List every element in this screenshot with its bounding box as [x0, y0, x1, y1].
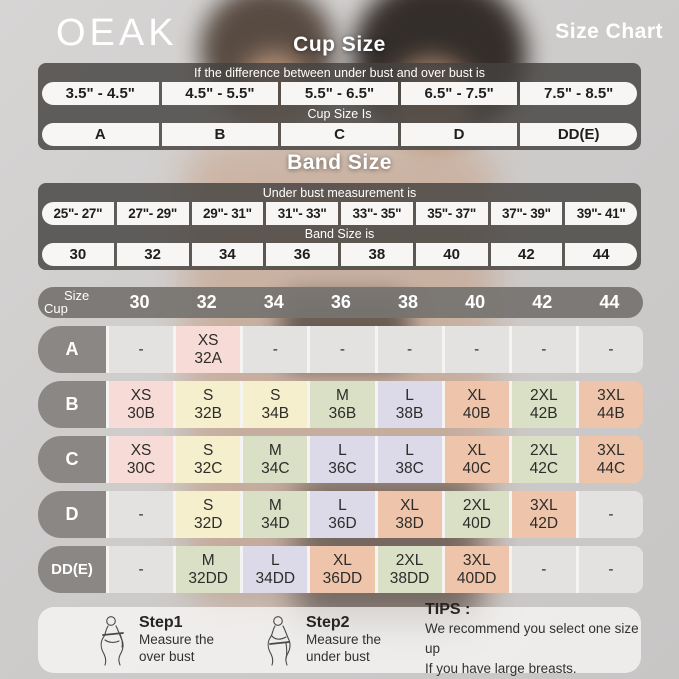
size-cell-code: 36DD: [322, 569, 363, 587]
cup-range-row: [42, 82, 637, 105]
size-cell-code: 30B: [127, 404, 155, 422]
band-size-title: Band Size: [287, 151, 392, 174]
matrix-row-header: A: [38, 326, 106, 373]
size-cell-code: 34DD: [255, 569, 296, 587]
size-cell-label: XL: [467, 442, 487, 460]
size-cell: [243, 436, 307, 483]
size-cell: [176, 546, 240, 593]
size-cell-code: 32C: [193, 459, 223, 477]
size-matrix: [38, 326, 643, 601]
matrix-row: [38, 381, 643, 428]
size-cell-label: XS: [130, 442, 152, 460]
size-cell-code: 34C: [261, 459, 290, 477]
matrix-row-cells: [106, 546, 643, 593]
size-cell: [310, 491, 374, 538]
size-cell: [378, 491, 442, 538]
size-cell: [579, 326, 643, 373]
size-cell-label: 3XL: [462, 552, 491, 570]
cup-range-cell: 7.5" - 8.5": [520, 82, 637, 105]
size-cell-code: 42B: [530, 404, 558, 422]
matrix-row: [38, 491, 643, 538]
matrix-row: [38, 436, 643, 483]
band-range-cell: 27"- 29": [117, 202, 189, 225]
size-cell-label: XL: [467, 387, 487, 405]
matrix-row-header: DD(E): [38, 546, 106, 593]
size-cell-code: 44C: [596, 459, 626, 477]
size-cell-label: -: [138, 340, 144, 358]
size-cell: [310, 436, 374, 483]
band-range-cell: 37"- 39": [491, 202, 563, 225]
size-cell: [445, 491, 509, 538]
size-cell: [310, 326, 374, 373]
band-range-cell: 33"- 35": [341, 202, 413, 225]
size-cell-label: M: [335, 387, 349, 405]
step1-text: [139, 614, 214, 666]
size-cell-code: 36C: [328, 459, 357, 477]
step2-group: [260, 607, 381, 673]
size-cell: [579, 436, 643, 483]
size-cell: [512, 491, 576, 538]
size-cell: [243, 491, 307, 538]
size-cell-code: 36D: [328, 514, 357, 532]
size-cell-label: M: [268, 442, 282, 460]
matrix-row: [38, 326, 643, 373]
size-cell-code: 34D: [261, 514, 290, 532]
size-cell: [243, 326, 307, 373]
step2-line2: under bust: [306, 649, 370, 664]
size-cell-code: 32DD: [188, 569, 228, 587]
size-cell-label: L: [338, 442, 347, 460]
matrix-row-cells: [106, 326, 643, 373]
size-cell: [109, 326, 173, 373]
size-cell-code: 32D: [193, 514, 223, 532]
matrix-header: [38, 287, 643, 318]
size-cell: [243, 546, 307, 593]
size-cell-label: XL: [400, 497, 420, 515]
size-cell-label: 2XL: [462, 497, 491, 515]
size-cell: [445, 436, 509, 483]
size-cell-label: L: [338, 497, 347, 515]
size-cell-label: XL: [332, 552, 352, 570]
size-cell-code: 30C: [126, 459, 156, 477]
matrix-row-cells: [106, 491, 643, 538]
size-cell: [176, 491, 240, 538]
size-cell-label: 2XL: [530, 442, 558, 460]
size-cell-code: 40D: [462, 514, 491, 532]
size-cell: [378, 436, 442, 483]
size-cell: [310, 546, 374, 593]
step2-title: Step2: [306, 614, 350, 632]
matrix-column-header: 44: [599, 292, 620, 312]
size-cell: [579, 546, 643, 593]
size-cell-label: 3XL: [597, 442, 625, 460]
size-cell-label: 2XL: [395, 552, 424, 570]
band-value-cell: 36: [266, 243, 338, 266]
size-cell-label: S: [203, 497, 214, 515]
band-value-cell: 40: [416, 243, 488, 266]
cup-range-cell: 5.5" - 6.5": [281, 82, 398, 105]
size-cell: [109, 546, 173, 593]
size-cell-label: 3XL: [530, 497, 558, 515]
size-cell-label: 2XL: [530, 387, 558, 405]
size-cell: [243, 381, 307, 428]
brand-logo: OEAK: [56, 12, 178, 54]
step2-line1: Measure the: [306, 632, 382, 648]
size-cell-label: -: [138, 505, 144, 523]
matrix-column-header: 42: [532, 292, 553, 312]
cup-letter-cell: D: [401, 123, 518, 146]
band-range-row: [42, 202, 637, 225]
size-cell-code: 40DD: [456, 569, 497, 587]
size-cell: [512, 326, 576, 373]
tips-group: [425, 600, 641, 677]
band-value-cell: 38: [341, 243, 413, 266]
band-value-cell: 42: [491, 243, 563, 266]
band-value-cell: 30: [42, 243, 114, 266]
matrix-column-header: 30: [129, 292, 150, 312]
band-size-table: [38, 183, 641, 270]
size-cell: [579, 381, 643, 428]
size-cell-label: -: [339, 340, 346, 358]
step2-text: [306, 614, 381, 666]
matrix-corner-cup-label: Cup: [44, 301, 68, 316]
size-cell: [310, 381, 374, 428]
size-cell-label: S: [203, 387, 214, 405]
size-cell-label: XS: [197, 332, 219, 350]
matrix-column-header: 38: [398, 292, 419, 312]
step1-line1: Measure the: [139, 632, 215, 648]
size-cell: [445, 326, 509, 373]
size-cell-code: 40B: [462, 404, 491, 422]
step1-title: Step1: [139, 614, 183, 632]
matrix-corner-size-label: Size: [64, 288, 90, 303]
size-cell-label: -: [608, 505, 614, 523]
size-cell-label: -: [608, 560, 614, 578]
size-cell-label: -: [272, 340, 278, 358]
size-cell-code: 38B: [395, 404, 424, 422]
measure-over-bust-icon: [93, 614, 127, 666]
cup-letter-cell: DD(E): [520, 123, 637, 146]
matrix-column-header: 32: [196, 292, 217, 312]
size-cell: [579, 491, 643, 538]
matrix-column-header: 34: [263, 292, 284, 312]
band-range-cell: 29"- 31": [192, 202, 264, 225]
size-cell-code: 38C: [395, 459, 424, 477]
size-cell-code: 32B: [194, 404, 222, 422]
size-cell: [378, 381, 442, 428]
tips-title: TIPS :: [425, 600, 471, 618]
cup-condition-label: If the difference between under bust and over bust is: [194, 66, 485, 80]
size-cell: [176, 326, 240, 373]
size-cell: [378, 546, 442, 593]
matrix-row: [38, 546, 643, 593]
size-cell: [512, 436, 576, 483]
cup-letter-cell: B: [162, 123, 279, 146]
size-cell-label: -: [608, 340, 614, 358]
size-cell-code: 42D: [529, 514, 559, 532]
page-title: Size Chart: [555, 20, 663, 43]
cup-size-table: [38, 63, 641, 150]
size-cell: [445, 546, 509, 593]
size-cell: [176, 436, 240, 483]
size-cell-code: 44B: [597, 404, 625, 422]
matrix-corner-cell: [38, 287, 106, 318]
band-value-cell: 32: [117, 243, 189, 266]
band-range-cell: 31"- 33": [266, 202, 338, 225]
size-cell-label: L: [405, 442, 414, 460]
size-cell-code: 38D: [395, 514, 424, 532]
size-cell-label: L: [405, 387, 414, 405]
size-cell-code: 38DD: [389, 569, 430, 587]
size-cell-label: XS: [130, 387, 152, 405]
size-cell-code: 32A: [194, 349, 222, 367]
size-cell-code: 34B: [261, 404, 290, 422]
size-cell-label: -: [541, 340, 547, 358]
size-cell-code: 40C: [462, 459, 491, 477]
band-value-row: [42, 243, 637, 266]
size-cell: [512, 546, 576, 593]
size-cell: [109, 381, 173, 428]
size-cell-label: -: [474, 340, 480, 358]
size-cell-label: 3XL: [597, 387, 625, 405]
size-cell: [512, 381, 576, 428]
size-cell-label: L: [271, 552, 280, 570]
size-cell-code: 42C: [529, 459, 559, 477]
footer-panel: [38, 600, 641, 677]
size-cell: [109, 436, 173, 483]
matrix-row-header: B: [38, 381, 106, 428]
cup-result-label: Cup Size Is: [307, 107, 372, 121]
band-condition-label: Under bust measurement is: [262, 186, 417, 200]
matrix-column-header: 36: [330, 292, 351, 312]
size-cell-code: 36B: [328, 404, 357, 422]
tips-line2: If you have large breasts.: [425, 661, 577, 677]
matrix-column-header: 40: [465, 292, 486, 312]
band-range-cell: 25"- 27": [42, 202, 114, 225]
matrix-row-cells: [106, 436, 643, 483]
size-cell-label: -: [406, 340, 413, 358]
matrix-row-cells: [106, 381, 643, 428]
cup-range-cell: 3.5" - 4.5": [42, 82, 159, 105]
cup-range-cell: 4.5" - 5.5": [162, 82, 279, 105]
band-value-cell: 34: [192, 243, 264, 266]
step1-line2: over bust: [139, 649, 195, 664]
size-cell-label: -: [138, 560, 144, 578]
matrix-row-header: C: [38, 436, 106, 483]
size-cell-label: M: [268, 497, 282, 515]
band-result-label: Band Size is: [304, 227, 375, 241]
measure-under-bust-icon: [260, 614, 294, 666]
size-cell: [109, 491, 173, 538]
cup-size-title: Cup Size: [293, 33, 386, 56]
band-range-cell: 35"- 37": [416, 202, 488, 225]
cup-letter-cell: A: [42, 123, 159, 146]
size-cell: [176, 381, 240, 428]
size-cell-label: M: [201, 552, 215, 570]
tips-line1: We recommend you select one size up: [425, 620, 639, 656]
band-range-cell: 39"- 41": [565, 202, 637, 225]
size-cell: [445, 381, 509, 428]
cup-range-cell: 6.5" - 7.5": [401, 82, 518, 105]
cup-letter-cell: C: [281, 123, 398, 146]
matrix-row-header: D: [38, 491, 106, 538]
size-cell-label: S: [270, 387, 281, 405]
size-cell-label: S: [203, 442, 214, 460]
step1-group: [93, 607, 214, 673]
cup-letter-row: [42, 123, 637, 146]
band-value-cell: 44: [565, 243, 637, 266]
tips-text: [425, 601, 641, 679]
size-cell-label: -: [541, 560, 547, 578]
size-cell: [378, 326, 442, 373]
